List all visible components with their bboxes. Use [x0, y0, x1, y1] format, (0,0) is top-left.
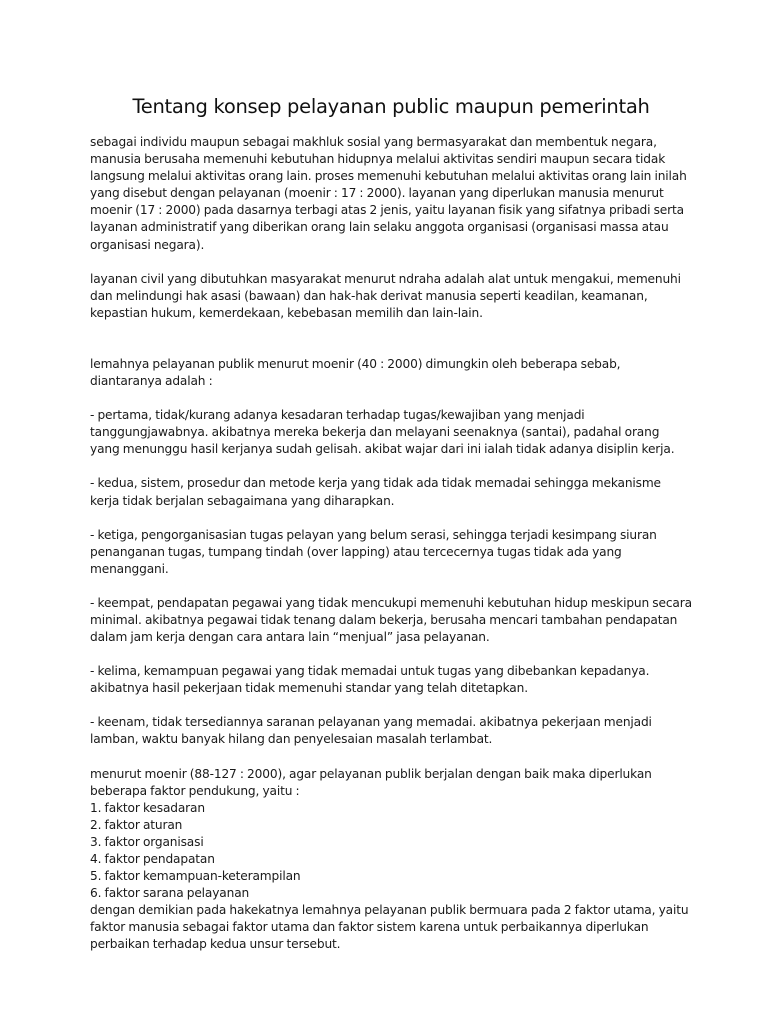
document-body [90, 134, 692, 954]
list-item: 5. faktor kemampuan-keterampilan [90, 869, 301, 884]
paragraph-kesimpulan: dengan demikian pada hakekatnya lemahnya pelayanan publik bermuara pada 2 faktor utama, yaitu faktor manusia sebagai faktor utama dan faktor sistem karena untuk perbaikannya diperlukan perbaikan terhadap kedua unsur tersebut. [90, 903, 689, 952]
paragraph-sebab-pertama: - pertama, tidak/kurang adanya kesadaran terhadap tugas/kewajiban yang menjadi tanggungjawabnya. akibatnya mereka bekerja dan melayani seenaknya (santai), padahal orang yang menunggu hasil kerjanya sudah gelisah. akibat wajar dari ini ialah tidak adanya disiplin kerja. [90, 408, 675, 457]
paragraph-sebab-keenam: - keenam, tidak tersediannya saranan pelayanan yang memadai. akibatnya pekerjaan menjadi lamban, waktu banyak hilang dan penyelesaian masalah terlambat. [90, 715, 652, 747]
list-item: 2. faktor aturan [90, 817, 183, 832]
paragraph-lemahnya-pelayanan: lemahnya pelayanan publik menurut moenir (40 : 2000) dimungkin oleh beberapa sebab, diantaranya adalah : [90, 356, 621, 389]
paragraph-sebab-ketiga: - ketiga, pengorganisasian tugas pelayan yang belum serasi, sehingga terjadi kesimpang siuran penanganan tugas, tumpang tindah (over lapping) atau tercecernya tugas tidak ada yang menanggani. [90, 527, 657, 576]
paragraph-pelayanan-definition: sebagai individu maupun sebagai makhluk sosial yang bermasyarakat dan membentuk negara, manusia berusaha memenuhi kebutuhan hidupnya melalui aktivitas sendiri maupun secara tidak langsung melalui aktivitas orang lain. proses memenuhi kebutuhan melalui aktivitas orang lain inilah yang disebut dengan pelayanan (moenir : 17 : 2000). layanan yang diperlukan manusia menurut moenir (17 : 2000) pada dasarnya terbagi atas 2 jenis, yaitu layanan fisik yang sifatnya pribadi serta layanan administratif yang diberikan orang lain selaku anggota organisasi (organisasi massa atau organisasi negara). [90, 135, 687, 252]
document-title: Tentang konsep pelayanan public maupun pemerintah [132, 95, 650, 118]
list-item: 4. faktor pendapatan [90, 852, 215, 866]
paragraph-faktor-pendukung: menurut moenir (88-127 : 2000), agar pelayanan publik berjalan dengan baik maka diperlukan beberapa faktor pendukung, yaitu : [90, 766, 652, 798]
faktor-list [90, 800, 692, 903]
paragraph-sebab-kelima: - kelima, kemampuan pegawai yang tidak memadai untuk tugas yang dibebankan kepadanya. akibatnya hasil pekerjaan tidak memenuhi standar yang telah ditetapkan. [90, 664, 650, 696]
paragraph-sebab-keempat: - keempat, pendapatan pegawai yang tidak mencukupi memenuhi kebutuhan hidup meskipun secara minimal. akibatnya pegawai tidak tenang dalam bekerja, berusaha mencari tambahan pendapatan dalam jam kerja dengan cara antara lain “menjual” jasa pelayanan. [90, 595, 692, 645]
list-item: 3. faktor organisasi [90, 834, 204, 849]
list-item: 1. faktor kesadaran [90, 800, 205, 815]
list-item: 6. faktor sarana pelayanan [90, 886, 250, 901]
paragraph-layanan-civil: layanan civil yang dibutuhkan masyarakat menurut ndraha adalah alat untuk mengakui, memenuhi dan melindungi hak asasi (bawaan) dan hak-hak derivat manusia seperti keadilan, keamanan, kepastian hukum, kemerdekaan, kebebasan memilih dan lain-lain. [90, 271, 681, 320]
paragraph-sebab-kedua: - kedua, sistem, prosedur dan metode kerja yang tidak ada tidak memadai sehingga mekanisme kerja tidak berjalan sebagaimana yang diharapkan. [90, 476, 661, 508]
